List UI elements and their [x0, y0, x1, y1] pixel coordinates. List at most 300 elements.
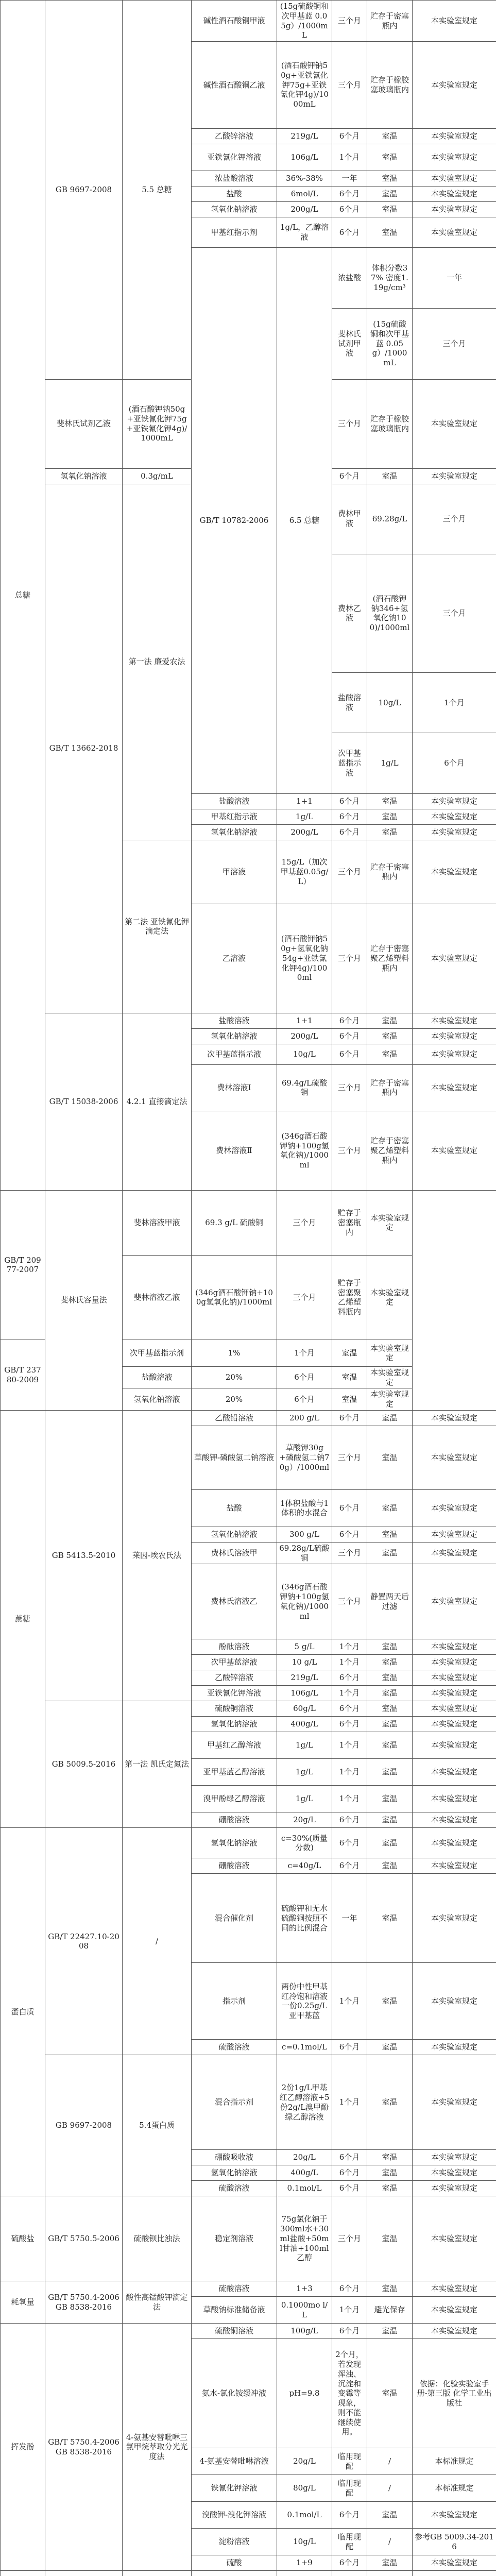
- basis-cell: 本实验室规定: [413, 1786, 496, 1812]
- method-cell: 酸性高锰酸钾滴定法: [123, 2281, 192, 2324]
- standard-cell: GB 5009.5-2016: [45, 1701, 123, 1828]
- concentration-cell: 200g/L: [277, 1028, 332, 1044]
- validity-cell: 一年: [332, 1874, 367, 1963]
- concentration-cell: (酒石酸钾钠50g+氢氧化钠54g+亚铁氰化钾4g)/1000ml: [277, 904, 332, 1013]
- basis-cell: 本实验室规定: [413, 2150, 496, 2165]
- solution-name-cell: 甲溶液: [192, 840, 277, 904]
- standard-cell: GB/T 5750.5-2006: [45, 2196, 123, 2281]
- storage-cell: 室温: [367, 1410, 413, 1426]
- storage-cell: 室温: [367, 129, 413, 144]
- basis-cell: 三个月: [413, 484, 496, 554]
- concentration-cell: 200 g/L: [277, 1410, 332, 1426]
- standard-cell: 斐林氏容量法: [45, 1190, 123, 1410]
- validity-cell: 1个月: [332, 1639, 367, 1655]
- solution-name-cell: 次甲基蓝指示液: [192, 1044, 277, 1064]
- validity-cell: 6个月: [332, 1717, 367, 1732]
- storage-cell: 室温: [367, 1028, 413, 1044]
- basis-cell: 本实验室规定: [413, 379, 496, 468]
- solution-name-cell: 盐酸: [192, 187, 277, 202]
- method-cell: (酒石酸钾钠50g+亚铁氰化钾75g+亚铁氰化钾4g)/1000mL: [123, 379, 192, 468]
- storage-cell: 室温: [367, 1732, 413, 1759]
- solution-name-cell: 碱性酒石酸铜甲液: [192, 1, 277, 42]
- item-cell: GB/T 20977-2007: [1, 1190, 45, 1340]
- storage-cell: (酒石酸钾钠346+氢氧化钠100)/1000ml: [367, 554, 413, 672]
- solution-name-cell: 次甲基蓝溶液: [192, 1655, 277, 1670]
- storage-cell: 室温: [367, 1786, 413, 1812]
- solution-name-cell: 盐酸溶液: [192, 1013, 277, 1028]
- solution-name-cell: 硼酸溶液: [192, 1858, 277, 1874]
- basis-cell: 本实验室规定: [413, 1410, 496, 1426]
- validity-cell: 6个月: [332, 1489, 367, 1527]
- storage-cell: 室温: [367, 1686, 413, 1701]
- storage-cell: 室温: [367, 1670, 413, 1686]
- solution-name-cell: 溴酸钾-溴化钾溶液: [192, 2502, 277, 2529]
- validity-cell: 6个月: [332, 824, 367, 840]
- storage-cell: 贮存于密塞聚乙烯塑料瓶内: [367, 1111, 413, 1190]
- method-cell: 5.5 总糖: [123, 1, 192, 380]
- solution-name-cell: 草酸钾-磷酸氢二钠溶液: [192, 1426, 277, 1489]
- solution-name-cell: 硫酸铜溶液: [192, 1701, 277, 1717]
- standard-cell: [45, 2571, 123, 2576]
- basis-cell: 本实验室规定: [413, 1655, 496, 1670]
- solution-name-cell: 1%: [192, 1340, 277, 1366]
- storage-cell: 室温: [367, 2181, 413, 2196]
- validity-cell: 2个月，若发现浑浊、沉淀和变霉等现象，则不能继续使用。: [332, 2339, 367, 2448]
- validity-cell: 6个月: [332, 1858, 367, 1874]
- validity-cell: 浓盐酸: [332, 248, 367, 309]
- concentration-cell: 1体积盐酸与1体积的水混合: [277, 1489, 332, 1527]
- storage-cell: 室温: [367, 1013, 413, 1028]
- solution-name-cell: 氢氧化钠溶液: [192, 1717, 277, 1732]
- solution-name-cell: 氢氧化钠溶液: [192, 202, 277, 217]
- concentration-cell: 20g/L: [277, 2150, 332, 2165]
- basis-cell: 本实验室规定: [413, 1044, 496, 1064]
- solution-name-cell: 乙酸铅溶液: [192, 1410, 277, 1426]
- basis-cell: 本实验室规定: [413, 1013, 496, 1028]
- solution-name-cell: 盐酸溶液: [192, 793, 277, 809]
- method-cell: 第一法 廉爱农法: [123, 484, 192, 840]
- validity-cell: 6个月: [332, 468, 367, 484]
- validity-cell: 1个月: [332, 1963, 367, 2040]
- solution-name-cell: 乙酸锌溶液: [192, 129, 277, 144]
- validity-cell: 1个月: [332, 1732, 367, 1759]
- validity-cell: 6个月: [332, 1670, 367, 1686]
- solution-name-cell: 氢氧化钠溶液: [192, 1028, 277, 1044]
- validity-cell: 6个月: [332, 1044, 367, 1064]
- concentration-cell: 200g/L: [277, 824, 332, 840]
- solution-name-cell: 盐酸: [192, 1489, 277, 1527]
- solution-name-cell: 亚铁氰化钾溶液: [192, 144, 277, 171]
- concentration-cell: (346g酒石酸钾钠+100g氢氧化钠)/1000ml: [277, 1111, 332, 1190]
- validity-cell: 6个月: [332, 809, 367, 824]
- storage-cell: 室温: [367, 2040, 413, 2055]
- validity-cell: 三个月: [332, 840, 367, 904]
- solution-name-cell: 氨水-氯化铵缓冲液: [192, 2339, 277, 2448]
- basis-cell: 本实验室规定: [413, 2502, 496, 2529]
- storage-cell: 室温: [367, 809, 413, 824]
- validity-cell: 6个月: [332, 1013, 367, 1028]
- validity-cell: 贮存于密塞瓶内: [332, 1190, 367, 1255]
- solution-name-cell: 混合指示剂: [192, 2055, 277, 2150]
- storage-cell: 室温: [367, 2281, 413, 2297]
- storage-cell: 室温: [367, 1828, 413, 1858]
- basis-cell: 本实验室规定: [413, 1717, 496, 1732]
- item-cell: 硫酸盐: [1, 2196, 45, 2281]
- basis-cell: 本实验室规定: [413, 904, 496, 1013]
- basis-cell: 本实验室规定: [413, 1, 496, 42]
- validity-cell: 次甲基蓝指示液: [332, 733, 367, 794]
- standard-cell: GB/T 5750.4-2006 GB 8538-2016: [45, 2324, 123, 2571]
- storage-cell: 室温: [367, 144, 413, 171]
- basis-cell: 参考GB 5009.34-2016: [413, 2529, 496, 2555]
- validity-cell: 临用现配: [332, 2529, 367, 2555]
- basis-cell: 本实验室规定: [413, 42, 496, 129]
- method-cell: 盐酸溶液: [123, 1366, 192, 1388]
- concentration-cell: 1g/L: [277, 1759, 332, 1786]
- basis-cell: 本标准规定: [413, 2448, 496, 2475]
- basis-cell: 本实验室规定: [413, 824, 496, 840]
- solution-name-cell: 硫酸铜溶液: [192, 2324, 277, 2339]
- standard-cell: GB/T 13662-2018: [45, 484, 123, 1013]
- concentration-cell: 三个月: [277, 1255, 332, 1340]
- validity-cell: 6个月: [332, 2555, 367, 2571]
- basis-cell: [413, 2571, 496, 2576]
- concentration-cell: 草酸钾30g+磷酸氢二钠70g）/1000ml: [277, 1426, 332, 1489]
- validity-cell: 盐酸溶液: [332, 672, 367, 733]
- method-cell: 0.3g/mL: [123, 468, 192, 484]
- storage-cell: 贮存于密塞聚乙烯塑料瓶内: [367, 904, 413, 1013]
- concentration-cell: 75g氯化钠于300ml水+30ml盐酸+50ml甘油+100ml乙醇: [277, 2196, 332, 2281]
- storage-cell: 室温: [367, 1858, 413, 1874]
- validity-cell: 6个月: [332, 2324, 367, 2339]
- validity-cell: 三个月: [332, 1564, 367, 1639]
- basis-cell: 本实验室规定: [413, 1527, 496, 1542]
- storage-cell: 室温: [367, 217, 413, 248]
- storage-cell: 贮存于橡胶塞玻璃瓶内: [367, 379, 413, 468]
- storage-cell: 本实验室规定: [367, 1340, 413, 1366]
- basis-cell: 本标准规定: [413, 2475, 496, 2502]
- validity-cell: 6个月: [332, 2281, 367, 2297]
- validity-cell: 三个月: [332, 2196, 367, 2281]
- storage-cell: 本实验室规定: [367, 1255, 413, 1340]
- method-cell: 次甲基蓝指示剂: [123, 1340, 192, 1366]
- validity-cell: 1个月: [332, 144, 367, 171]
- concentration-cell: 1g/L: [277, 1786, 332, 1812]
- basis-cell: 本实验室规定: [413, 1759, 496, 1786]
- storage-cell: 室温: [367, 824, 413, 840]
- concentration-cell: 1个月: [277, 1340, 332, 1366]
- validity-cell: 三个月: [332, 1064, 367, 1111]
- basis-cell: 本实验室规定: [413, 2324, 496, 2339]
- concentration-cell: 1g/L: [277, 1732, 332, 1759]
- basis-cell: 本实验室规定: [413, 1564, 496, 1639]
- validity-cell: 斐林氏试剂甲液: [332, 308, 367, 379]
- basis-cell: 本实验室规定: [413, 187, 496, 202]
- table-row: [1, 1410, 496, 1426]
- validity-cell: 1个月: [332, 1655, 367, 1670]
- method-cell: 5.4蛋白质: [123, 2055, 192, 2196]
- storage-cell: 室温: [367, 1527, 413, 1542]
- concentration-cell: 1g/L: [277, 809, 332, 824]
- item-cell: GB/T 23780-2009: [1, 1340, 45, 1410]
- concentration-cell: 10 g/L: [277, 1655, 332, 1670]
- basis-cell: 本实验室规定: [413, 1701, 496, 1717]
- basis-cell: 本实验室规定: [413, 840, 496, 904]
- basis-cell: 本实验室规定: [413, 1426, 496, 1489]
- validity-cell: [332, 2571, 367, 2576]
- solution-name-cell: 费林溶液Ⅰ: [192, 1064, 277, 1111]
- validity-cell: 临用现配: [332, 2448, 367, 2475]
- storage-cell: 室温: [367, 1812, 413, 1828]
- method-cell: 第一法 凯氏定氮法: [123, 1701, 192, 1828]
- storage-cell: 贮存于密塞瓶内: [367, 840, 413, 904]
- solution-name-cell: 甲基红指示剂: [192, 217, 277, 248]
- basis-cell: 本实验室规定: [413, 2555, 496, 2571]
- validity-cell: 6个月: [332, 1527, 367, 1542]
- method-cell: 斐林溶液甲液: [123, 1190, 192, 1255]
- solution-name-cell: 混合催化剂: [192, 1874, 277, 1963]
- table-row: [1, 1190, 496, 1255]
- concentration-cell: (酒石酸钾钠50g+亚铁氰化钾75g+亚铁氰化钾4g)/1000mL: [277, 42, 332, 129]
- solution-name-cell: 20%: [192, 1388, 277, 1411]
- storage-cell: 室温: [367, 2165, 413, 2181]
- basis-cell: 本实验室规定: [413, 2040, 496, 2055]
- solution-name-cell: 氢氧化钠溶液: [192, 824, 277, 840]
- solution-name-cell: 乙酸锌溶液: [192, 1670, 277, 1686]
- basis-cell: 本实验室规定: [413, 1812, 496, 1828]
- basis-cell: 本实验室规定: [413, 171, 496, 187]
- concentration-cell: 1+1: [277, 793, 332, 809]
- validity-cell: 三个月: [332, 1, 367, 42]
- solution-name-cell: 硫酸: [192, 2555, 277, 2571]
- solution-name-cell: 费林氏溶液乙: [192, 1564, 277, 1639]
- concentration-cell: 1g/L，乙醇溶液: [277, 217, 332, 248]
- solution-name-cell: 69.3 g/L 硫酸铜: [192, 1190, 277, 1255]
- concentration-cell: 5 g/L: [277, 1639, 332, 1655]
- table-row: [1, 1013, 496, 1028]
- storage-cell: 本实验室规定: [367, 1366, 413, 1388]
- standard-cell: GB 9697-2008: [45, 1, 123, 380]
- validity-cell: 三个月: [332, 42, 367, 129]
- storage-cell: 1g/L: [367, 733, 413, 794]
- validity-cell: 三个月: [332, 379, 367, 468]
- method-cell: 硫酸钡比浊法: [123, 2196, 192, 2281]
- standard-cell: GB/T 5750.4-2006 GB 8538-2016: [45, 2281, 123, 2324]
- solution-name-cell: 硼酸吸收液: [192, 2150, 277, 2165]
- table-row: [1, 1828, 496, 1858]
- concentration-cell: 219g/L: [277, 129, 332, 144]
- storage-cell: 室温: [367, 2502, 413, 2529]
- storage-cell: 室温: [367, 2324, 413, 2339]
- validity-cell: 1个月: [332, 1686, 367, 1701]
- solution-name-cell: 硼酸溶液: [192, 1812, 277, 1828]
- item-cell: 总糖: [1, 1, 45, 1191]
- table-row: [1, 2324, 496, 2339]
- solution-name-cell: (346g酒石酸钾钠+100g氢氧化钠)/1000ml: [192, 1255, 277, 1340]
- storage-cell: 室温: [367, 1489, 413, 1527]
- validity-cell: 6个月: [332, 793, 367, 809]
- solution-name-cell: 溴甲酚绿乙醇溶液: [192, 1786, 277, 1812]
- storage-cell: 室温: [367, 187, 413, 202]
- solution-name-cell: 浓盐酸溶液: [192, 171, 277, 187]
- solution-name-cell: 费林氏溶液甲: [192, 1542, 277, 1564]
- solution-name-cell: 氢氧化钠溶液: [192, 1527, 277, 1542]
- validity-cell: 室温: [332, 1340, 367, 1366]
- concentration-cell: 1+9: [277, 2555, 332, 2571]
- validity-cell: 1个月: [332, 1786, 367, 1812]
- storage-cell: 室温: [367, 1426, 413, 1489]
- validity-cell: 1个月: [332, 2055, 367, 2150]
- basis-cell: 本实验室规定: [413, 2281, 496, 2297]
- concentration-cell: 100g/L: [277, 2324, 332, 2339]
- basis-cell: 本实验室规定: [413, 809, 496, 824]
- storage-cell: 室温: [367, 2196, 413, 2281]
- solution-name-cell: 氢氧化钠溶液: [192, 2165, 277, 2181]
- table-row: [1, 1701, 496, 1717]
- storage-cell: 室温: [367, 1701, 413, 1717]
- basis-cell: 本实验室规定: [413, 1670, 496, 1686]
- storage-cell: /: [367, 2448, 413, 2475]
- standard-cell: 斐林氏试剂乙液: [45, 379, 123, 468]
- concentration-cell: 2份1g/L甲基红乙醇溶液+5份2g/L溴甲酚绿乙醇溶液: [277, 2055, 332, 2150]
- concentration-cell: 20g/L: [277, 2448, 332, 2475]
- storage-cell: 室温: [367, 2055, 413, 2150]
- concentration-cell: 6个月: [277, 1366, 332, 1388]
- concentration-cell: 20g/L: [277, 1812, 332, 1828]
- item-cell: 耗氧量: [1, 2281, 45, 2324]
- validity-cell: 贮存于密塞聚乙烯塑料瓶内: [332, 1255, 367, 1340]
- storage-cell: 10g/L: [367, 672, 413, 733]
- concentration-cell: 6.5 总糖: [277, 248, 332, 794]
- validity-cell: 6个月: [332, 2040, 367, 2055]
- concentration-cell: 10g/L: [277, 2529, 332, 2555]
- storage-cell: 室温: [367, 1759, 413, 1786]
- validity-cell: 6个月: [332, 217, 367, 248]
- basis-cell: 本实验室规定: [413, 144, 496, 171]
- validity-cell: 三个月: [332, 904, 367, 1013]
- concentration-cell: 36%-38%: [277, 171, 332, 187]
- concentration-cell: 219g/L: [277, 1670, 332, 1686]
- validity-cell: 三个月: [332, 1542, 367, 1564]
- concentration-cell: [277, 2571, 332, 2576]
- validity-cell: 室温: [332, 1388, 367, 1411]
- storage-cell: 室温: [367, 1639, 413, 1655]
- concentration-cell: 0.1mol/L: [277, 2181, 332, 2196]
- basis-cell: 本实验室规定: [413, 1874, 496, 1963]
- concentration-cell: 三个月: [277, 1190, 332, 1255]
- validity-cell: 1个月: [332, 2297, 367, 2324]
- table-row: [1, 2055, 496, 2150]
- basis-cell: 本实验室规定: [413, 1828, 496, 1858]
- storage-cell: 室温: [367, 793, 413, 809]
- reagent-table-body: [1, 1, 496, 2576]
- concentration-cell: 60g/L: [277, 1701, 332, 1717]
- validity-cell: 6个月: [332, 1028, 367, 1044]
- concentration-cell: 10g/L: [277, 1044, 332, 1064]
- item-cell: [1, 2571, 45, 2576]
- concentration-cell: c=40g/L: [277, 1858, 332, 1874]
- validity-cell: 6个月: [332, 2502, 367, 2529]
- validity-cell: 6个月: [332, 129, 367, 144]
- basis-cell: 依据：化验实验室手册-第三版 化学工业出版社: [413, 2339, 496, 2448]
- validity-cell: 6个月: [332, 1812, 367, 1828]
- storage-cell: 室温: [367, 2339, 413, 2448]
- concentration-cell: 400g/L: [277, 1717, 332, 1732]
- standard-cell: GB 9697-2008: [45, 2055, 123, 2196]
- concentration-cell: 106g/L: [277, 1686, 332, 1701]
- storage-cell: 贮存于密塞瓶内: [367, 1, 413, 42]
- storage-cell: 室温: [367, 1542, 413, 1564]
- concentration-cell: c=30%(质量分数): [277, 1828, 332, 1858]
- storage-cell: /: [367, 2529, 413, 2555]
- validity-cell: 三个月: [332, 1426, 367, 1489]
- solution-name-cell: 草酸钠标准储备液: [192, 2297, 277, 2324]
- storage-cell: 室温: [367, 1874, 413, 1963]
- concentration-cell: (346g酒石酸钾钠+100g氢氧化钠)/1000ml: [277, 1564, 332, 1639]
- validity-cell: 临用现配: [332, 2475, 367, 2502]
- solution-name-cell: 酚酞溶液: [192, 1639, 277, 1655]
- storage-cell: 静置两天后过滤: [367, 1564, 413, 1639]
- validity-cell: 三个月: [332, 1111, 367, 1190]
- storage-cell: [367, 2571, 413, 2576]
- solution-name-cell: 碱性酒石酸铜乙液: [192, 42, 277, 129]
- basis-cell: 三个月: [413, 554, 496, 672]
- basis-cell: 6个月: [413, 733, 496, 794]
- solution-name-cell: 20%: [192, 1366, 277, 1388]
- basis-cell: 一年: [413, 248, 496, 309]
- basis-cell: 本实验室规定: [413, 1542, 496, 1564]
- validity-cell: 6个月: [332, 2181, 367, 2196]
- method-cell: [123, 2571, 192, 2576]
- concentration-cell: 400g/L: [277, 2165, 332, 2181]
- solution-name-cell: 指示剂: [192, 1963, 277, 2040]
- concentration-cell: 80g/L: [277, 2475, 332, 2502]
- validity-cell: 费林乙液: [332, 554, 367, 672]
- concentration-cell: 1+1: [277, 1013, 332, 1028]
- basis-cell: 本实验室规定: [413, 129, 496, 144]
- concentration-cell: 106g/L: [277, 144, 332, 171]
- basis-cell: 本实验室规定: [413, 2165, 496, 2181]
- solution-name-cell: 亚铁氰化钾溶液: [192, 1686, 277, 1701]
- validity-cell: 一年: [332, 171, 367, 187]
- solution-name-cell: 铁氰化钾溶液: [192, 2475, 277, 2502]
- table-row: [1, 2196, 496, 2281]
- storage-cell: (15g硫酸铜和次甲基蓝 0.05g）/1000mL: [367, 308, 413, 379]
- standard-cell: 氢氧化钠溶液: [45, 468, 123, 484]
- solution-name-cell: 亚甲基蓝乙醇溶液: [192, 1759, 277, 1786]
- concentration-cell: 69.28g/L硫酸铜: [277, 1542, 332, 1564]
- basis-cell: 1个月: [413, 672, 496, 733]
- concentration-cell: pH=9.8: [277, 2339, 332, 2448]
- storage-cell: 本实验室规定: [367, 1190, 413, 1255]
- standard-cell: GB 5413.5-2010: [45, 1410, 123, 1701]
- storage-cell: 室温: [367, 1655, 413, 1670]
- solution-name-cell: 4-氨基安替吡啉溶液: [192, 2448, 277, 2475]
- concentration-cell: 6mol/L: [277, 187, 332, 202]
- validity-cell: 室温: [332, 1366, 367, 1388]
- storage-cell: 室温: [367, 468, 413, 484]
- item-cell: 蛋白质: [1, 1828, 45, 2196]
- table-row: [1, 1, 496, 42]
- concentration-cell: 0.1000mo l/L: [277, 2297, 332, 2324]
- validity-cell: 1个月: [332, 1759, 367, 1786]
- storage-cell: 室温: [367, 1044, 413, 1064]
- storage-cell: 室温: [367, 171, 413, 187]
- storage-cell: 本实验室规定: [367, 1388, 413, 1411]
- solution-name-cell: 甲基红乙醇溶液: [192, 1732, 277, 1759]
- basis-cell: 本实验室规定: [413, 1639, 496, 1655]
- basis-cell: 本实验室规定: [413, 1028, 496, 1044]
